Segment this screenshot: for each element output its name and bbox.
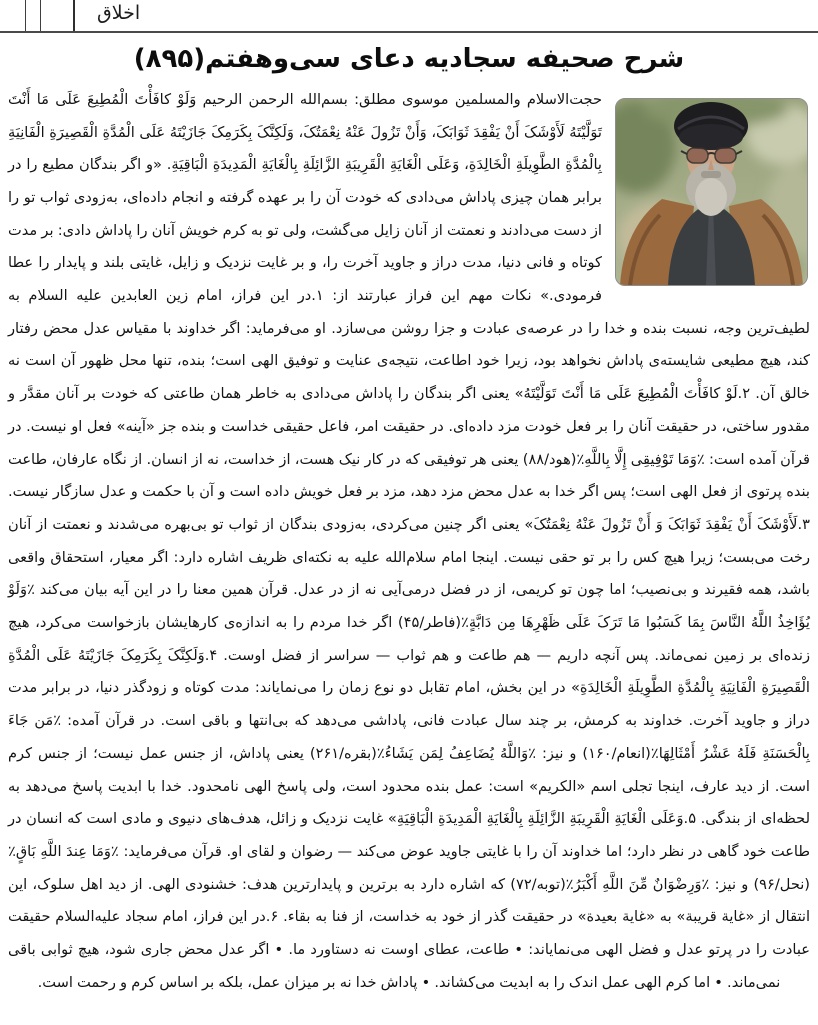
dua-translation: «و اگر بندگان مطیع را در برابر همان چیزی پاداش می‌دادی که خودت آن را بر عهده گرفته و انجام داده‌ای، به‌زودی ثواب تو را از دست می‌دادند و نعمتت از آنان زایل می‌گشت، ولی تو به کرم خویش آنان را پاداش دادی: بر مدت کوتاه و فانی دنیا، مدت دراز و جاوید آخرت را، و بر غایت نزدیک و زایل، غایتی بلند و پایدار را عطا فرمودی.» نکات مهم این فراز عبارتند از: (8, 156, 602, 305)
article-body (0, 84, 818, 1000)
commentary-point-2: ۲.لَوْ کافَأْتَ الْمُطِیعَ عَلَی مَا أَنْتَ تَوَلَّیْتَهُ» یعنی اگر بندگان را پاداش می‌دادی به خاطر همان طاعتی که خودت بر آنان مقدَّر و مقدور ساختی، در حقیقت آنان را بر فعل خودت مزد داده‌ای. در حقیقت امر، فاعل حقیقی خداست و بنده جز «آینه» فعل او نیست. در قرآن آمده است: ٪وَمَا تَوْفِیقِی إِلَّا بِاللَّهِ٪(هود/۸۸) یعنی هر توفیقی که در کار نیک هست، از خداست، نه از انسان. از نگاه عارفان، طاعت بنده پرتوی از فعل الهی است؛ پس اگر خدا به عدل محض مزد دهد، مزد بر فعل خویش داده است و آن با حکمت و عدل سازگار نیست. (8, 385, 810, 501)
commentary-point-3: ۳.لَأَوْشَکَ أَنْ یَفْقِدَ ثَوَابَکَ وَ أَنْ تَزُولَ عَنْهُ نِعْمَتُکَ» یعنی اگر چنین می‌کردی، به‌زودی بندگان از ثواب تو بی‌بهره می‌شدند و نعمتت از آنان رخت می‌بست؛ زیرا هیچ کس را بر تو حقی نیست. اینجا امام سلام‌الله علیه به نکته‌ای ظریف اشاره دارد: اگر معیار، استحقاق واقعی باشد، همه فقیرند و بی‌نصیب؛ اما چون تو کریمی، از در فضل درمی‌آیی نه از در عدل. قرآن همین معنا را در این آیه بیان می‌کند ٪وَلَوْ یُؤَاخِذُ اللَّهُ النَّاسَ بِمَا کَسَبُوا مَا تَرَکَ عَلَی ظَهْرِهَا مِن دَابَّةٍ٪(فاطر/۴۵) اگر خدا مردم را به اندازه‌ی کارهایشان بازخواست می‌کرد، هیچ زنده‌ای بر زمین نمی‌ماند. پس آنچه داریم — هم طاعت و هم ثواب — سراسر از فضل اوست. (8, 515, 811, 664)
column-divider-line-thick (73, 0, 75, 31)
commentary-point-4: ۴.وَلَکِنَّکَ بِکَرَمِکَ جَازَیْتَهُ عَلَی الْمُدَّةِ الْقَصِیرَةِ الْفَانِیَةِ بِالْمُدَّةِ الطَّوِیلَةِ الْخَالِدَةِ» در این بخش، امام تقابل دو نوع زمان را می‌نمایاند: مدت کوتاه و زودگذر دنیا، در برابر مدت دراز و جاوید آخرت. خداوند به کرمش، بر چند سال عبادت فانی، پاداشی می‌دهد که بی‌انتها و باقی است. در قرآن آمده: ٪مَن جَاءَ بِالْحَسَنَةِ فَلَهُ عَشْرُ أَمْثَالِهَا٪(انعام/۱۶۰) و نیز: ٪وَاللَّهُ یُضَاعِفُ لِمَن یَشَاءُ٪(بقره/۲۶۱) یعنی پاداش، از جنس عمل نیست؛ از جنس کرم است. از دید عارف، اینجا تجلی اسم «الکریم» است: عمل بنده محدود است، ولی پاسخ الهی نامحدود. خدا با ابدیت پاسخ می‌دهد به لحظه‌ای از بندگی. (8, 646, 811, 828)
section-label: اخلاق (97, 2, 141, 24)
commentary-point-1: ۱.در این فراز، امام زین العابدین علیه السلام به لطیف‌ترین وجه، نسبت بنده و خدا را در عرصه‌ی عبادت و جزا روشن می‌سازد. او می‌فرماید: اگر خداوند با مقیاس عدل محض رفتار کند، هیچ مطیعی شایسته‌ی پاداش نخواهد بود، زیرا خود اطاعت، نتیجه‌ی عنایت و توفیق الهی است؛ بنده، تنها محل ظهور آن است نه خالق آن. (8, 287, 811, 403)
cleric-portrait-photo (615, 98, 808, 286)
cleric-portrait-illustration (616, 99, 807, 285)
column-divider-line (40, 0, 41, 31)
commentary-point-6: ۶.در این فراز، امام سجاد علیه‌السلام حقیقت عبادت را در پرتو عدل و فضل الهی می‌نمایاند: • طاعت، عطای اوست نه دستاورد ما. • اگر عدل محض جاری شود، هیچ ثوابی باقی نمی‌ماند. • اما کرم الهی عمل اندک را به ابدیت می‌کشاند. • پاداش خدا نه بر میزان عمل، بلکه بر اساس کرم و رحمت است. (8, 908, 810, 991)
column-divider-line (25, 0, 26, 31)
section-header-bar (0, 0, 818, 33)
lead-and-dua-arabic: حجت‌الاسلام والمسلمین موسوی مطلق: بسم‌الله الرحمن الرحیم وَلَوْ کافَأْتَ الْمُطِیعَ عَلَی مَا أَنْتَ تَوَلَّیْتَهُ لَأَوْشَکَ أَنْ یَفْقِدَ ثَوَابَکَ، وَأَنْ تَزُولَ عَنْهُ نِعْمَتُکَ، وَلَکِنَّکَ بِکَرَمِکَ جَازَیْتَهُ عَلَی الْمُدَّةِ الْقَصِیرَةِ الْفَانِیَةِ بِالْمُدَّةِ الطَّوِیلَةِ الْخَالِدَةِ، وَعَلَی الْغَایَةِ الْقَرِیبَةِ الزَّائِلَةِ بِالْغَایَةِ الْمَدِیدَةِ الْبَاقِیَةِ. (8, 90, 602, 174)
article-title: شرح صحیفه سجادیه دعای سی‌وهفتم(۸۹۵) (133, 44, 685, 74)
commentary-point-5: ۵.وَعَلَی الْغَایَةِ الْقَرِیبَةِ الزَّائِلَةِ بِالْغَایَةِ الْمَدِیدَةِ الْبَاقِیَةِ» غایت نزدیک و زائل، هدف‌های دنیوی و مادی است که انسان در طاعت خود گاهی در نظر دارد؛ اما خداوند آن را با غایتی جاوید عوض می‌کند — رضوان و لقای او. قرآن می‌فرماید: ٪وَمَا عِندَ اللَّهِ بَاقٍ٪(نحل/۹۶) و نیز: ٪وَرِضْوَانٌ مِّنَ اللَّهِ أَکْبَرُ٪(توبه/۷۲) که اشاره دارد به برترین و پایدارترین هدف: خشنودی الهی. از دید اهل سلوک، این انتقال از «غایة قریبة» به «غایة بعیدة» در حقیقت گذر از خود به خداست، از فنا به بقاء. (8, 810, 810, 926)
